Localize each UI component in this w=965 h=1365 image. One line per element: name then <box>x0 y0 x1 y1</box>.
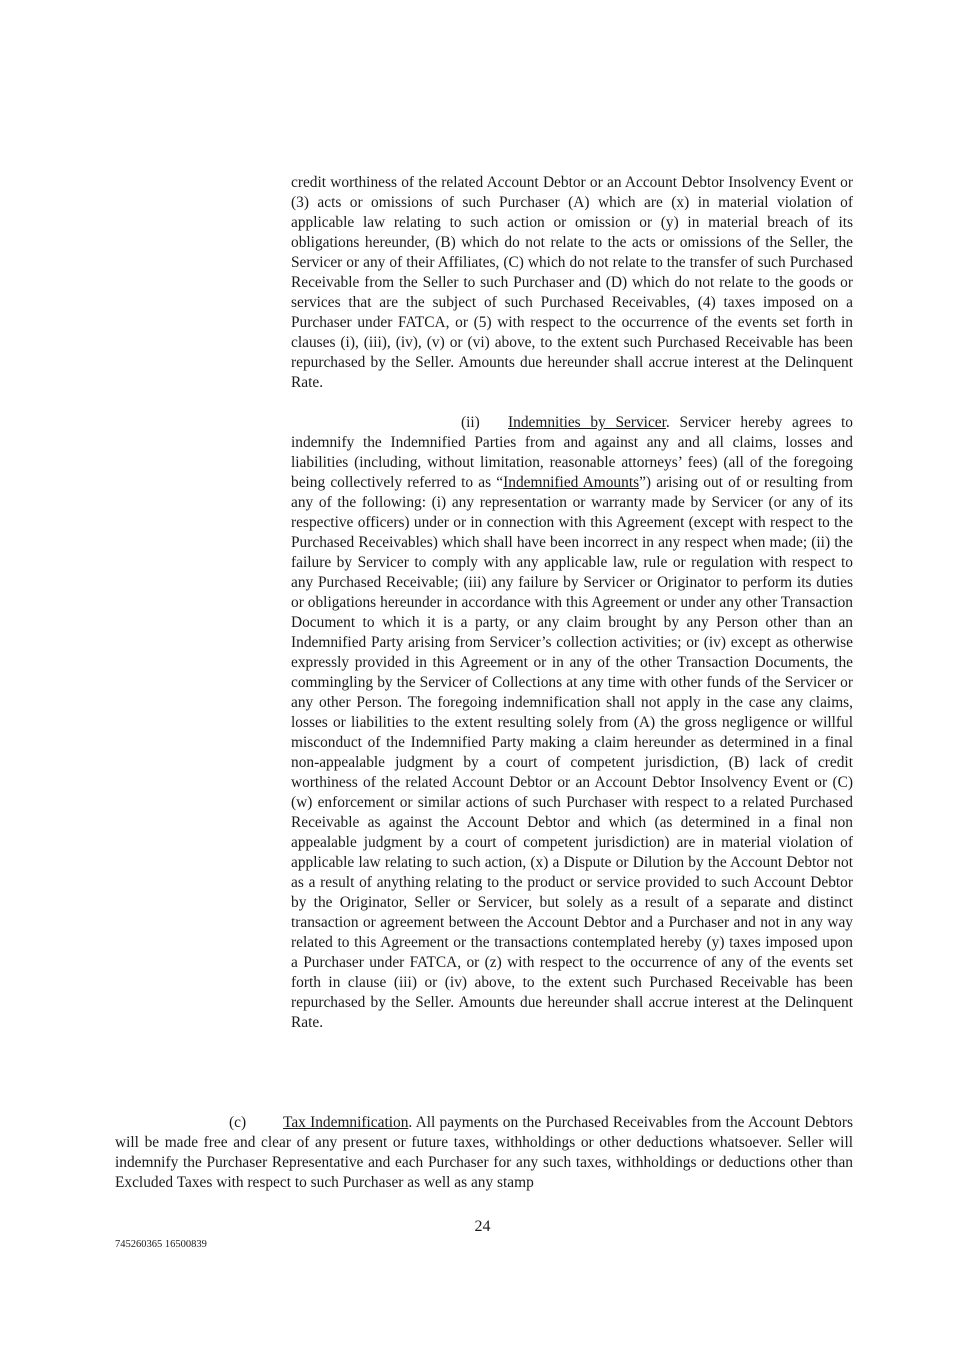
clause-heading: Indemnities by Servicer <box>508 414 666 431</box>
paragraph-text-part-a: . Servicer hereby agrees to indemnify the Indemnified Parties from and against any and all claims, losses and liabilities (including, without limitation, reasonable attorneys’ fees) (all of the foregoing being collectively referred to as “ <box>291 414 853 491</box>
paragraph-indemnities-by-servicer <box>291 413 853 1033</box>
paragraph-text: credit worthiness of the related Account Debtor or an Account Debtor Insolvency Event or (3) acts or omissions of such Purchaser (A) which are (x) in material violation of applicable law relating to such action or omission or (y) in material breach of its obligations hereunder, (B) which do not relate to the acts or omissions of the Seller, the Servicer or any of their Affiliates, (C) which do not relate to the transfer of such Purchased Receivable from the Seller to such Purchaser and (D) which do not relate to the goods or services that are the subject of such Purchased Receivables, (4) taxes imposed on a Purchaser under FATCA, or (5) with respect to the occurrence of the events set forth in clauses (i), (iii), (iv), (v) or (vi) above, to the extent such Purchased Receivable has been repurchased by the Seller. Amounts due hereunder shall accrue interest at the Delinquent Rate. <box>291 174 853 391</box>
section-heading: Tax Indemnification <box>283 1114 409 1131</box>
paragraph-text-part-b: ”) arising out of or resulting from any of the following: (i) any representation or warranty made by Servicer (or any of its respective officers) under or in connection with this Agreement (except with respect to the Purchased Receivables) which shall have been incorrect in any respect when made; (ii) the failure by Servicer to comply with any applicable law, rule or regulation with respect to any Purchased Receivable; (iii) any failure by Servicer or Originator to perform its duties or obligations hereunder in accordance with this Agreement or under any other Transaction Document to which it is a party, or any claim brought by any Person other than an Indemnified Party arising from Servicer’s collection activities; or (iv) except as otherwise expressly provided in this Agreement or in any of the other Transaction Documents, the commingling by the Servicer of Collections at any time with other funds of the Servicer or any other Person. The foregoing indemnification shall not apply in the case any claims, losses or liabilities to the extent resulting solely from (A) the gross negligence or willful misconduct of the Indemnified Party making a claim hereunder as determined in a final non-appealable judgment by a court of competent jurisdiction, (B) lack of credit worthiness of the related Account Debtor or an Account Debtor Insolvency Event or (C) (w) enforcement or similar actions of such Purchaser with respect to a related Purchased Receivable as against the Account Debtor and which (as determined in a final non appealable judgment by a court of competent jurisdiction) are in material violation of applicable law relating to such action, (x) a Dispute or Dilution by the Account Debtor not as a result of anything relating to the product or service provided to such Account Debtor by the Originator, Seller or Servicer, but solely as a result of a separate and distinct transaction or agreement between the Account Debtor and a Purchaser and not in any way related to this Agreement or the transactions contemplated hereby (y) taxes imposed upon a Purchaser under FATCA, or (z) with respect to the occurrence of any of the events set forth in clause (iii) or (iv) above, to the extent such Purchased Receivable has been repurchased by the Seller. Amounts due hereunder shall accrue interest at the Delinquent Rate. <box>291 474 853 1031</box>
section-number: (c) <box>229 1114 247 1131</box>
defined-term: Indemnified Amounts <box>503 474 640 491</box>
document-id: 745260365 16500839 <box>115 1239 207 1250</box>
paragraph-continuation <box>291 173 853 393</box>
paragraph-tax-indemnification <box>115 1113 853 1193</box>
paragraph-text: . All payments on the Purchased Receivables from the Account Debtors will be made free and clear of any present or future taxes, withholdings or other deductions whatsoever. Seller will indemnify the Purchaser Representative and each Purchaser for any such taxes, withholdings or deductions other than Excluded Taxes with respect to such Purchaser as well as any stamp <box>115 1114 853 1191</box>
page-number: 24 <box>474 1218 491 1235</box>
clause-number: (ii) <box>461 414 480 431</box>
